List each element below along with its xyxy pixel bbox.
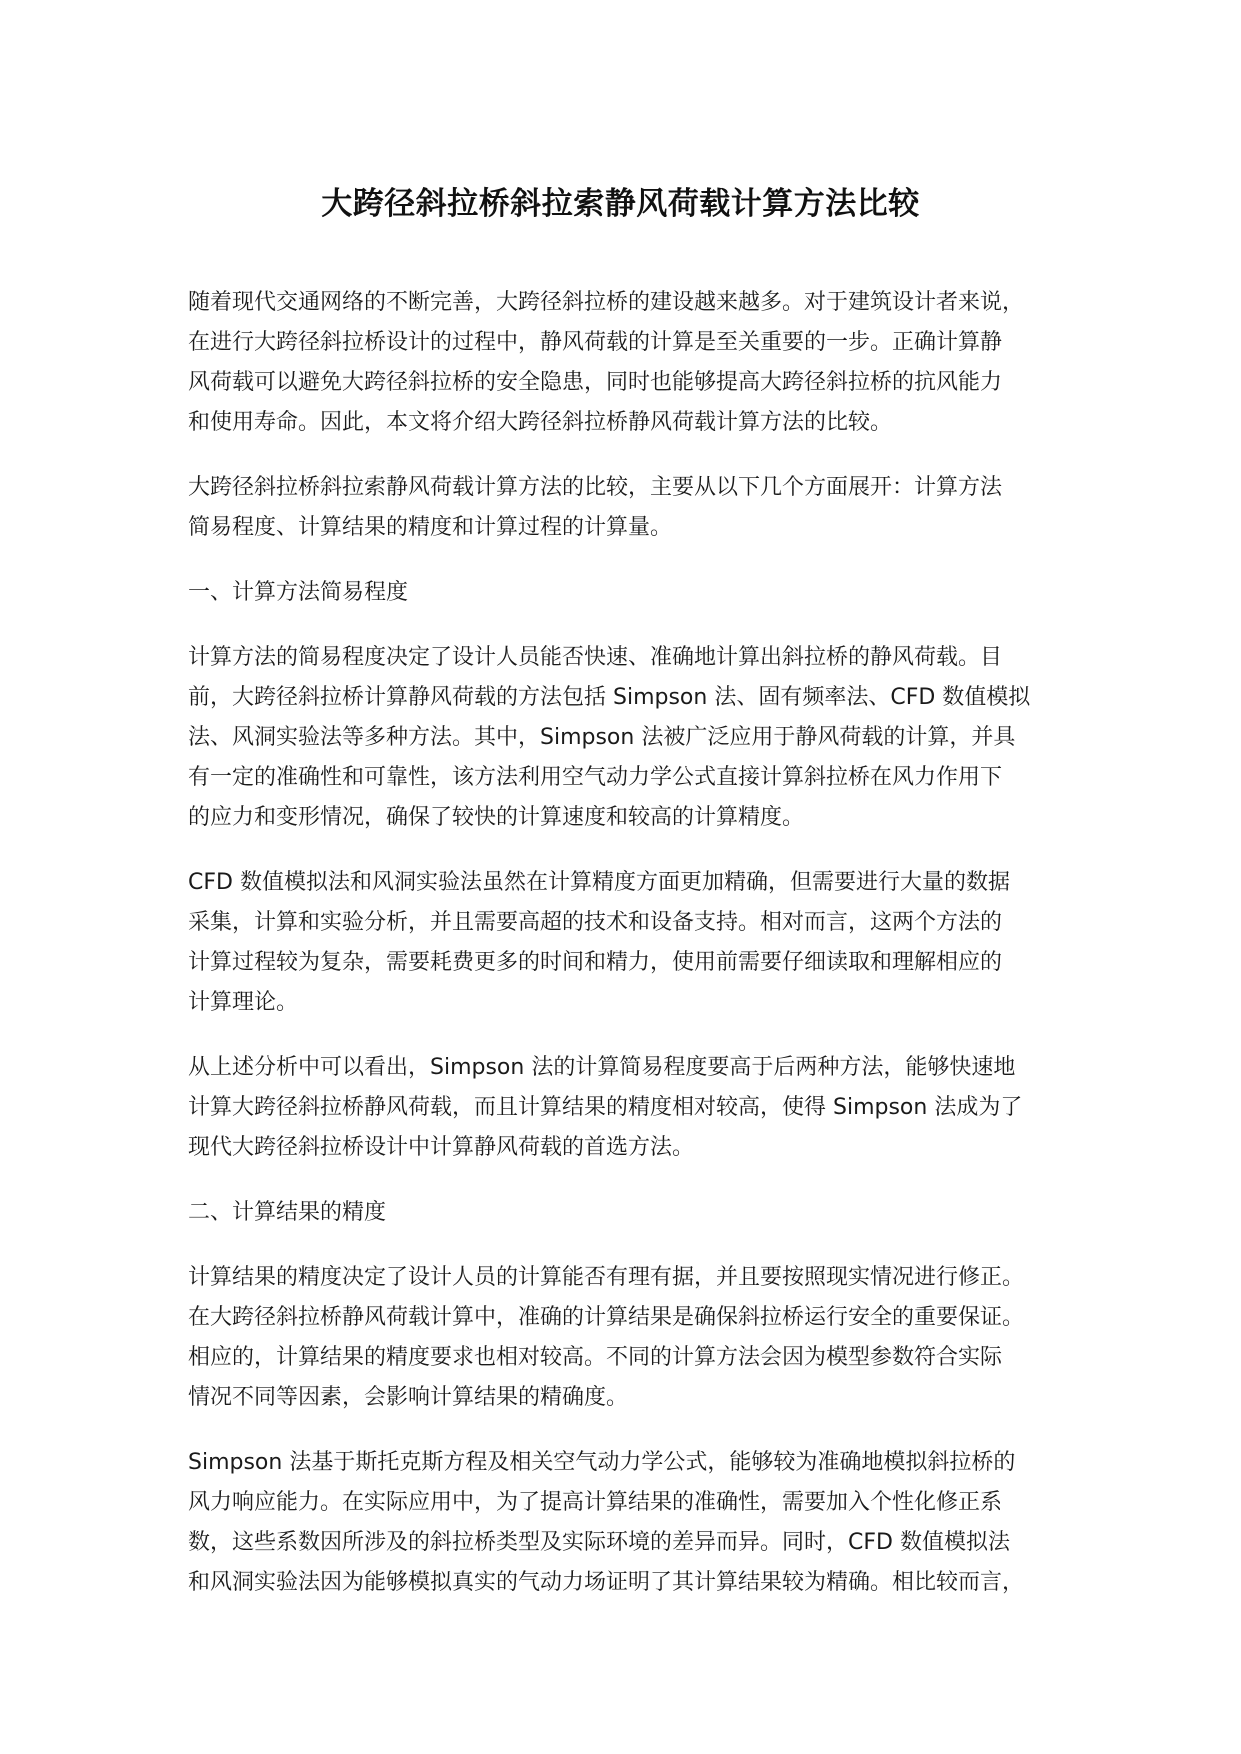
paragraph bbox=[188, 638, 1088, 838]
text-line: 有一定的准确性和可靠性，该方法利用空气动力学公式直接计算斜拉桥在风力作用下 bbox=[188, 765, 1003, 790]
text-line: 的应力和变形情况，确保了较快的计算速度和较高的计算精度。 bbox=[188, 805, 805, 830]
text-line: 简易程度、计算结果的精度和计算过程的计算量。 bbox=[188, 515, 673, 540]
text-line: 计算过程较为复杂，需要耗费更多的时间和精力，使用前需要仔细读取和理解相应的 bbox=[188, 950, 1003, 975]
text-line: 在大跨径斜拉桥静风荷载计算中，准确的计算结果是确保斜拉桥运行安全的重要保证。 bbox=[188, 1305, 1025, 1330]
text-line: 情况不同等因素，会影响计算结果的精确度。 bbox=[188, 1385, 629, 1410]
text-line: 法、风洞实验法等多种方法。其中，Simpson 法被广泛应用于静风荷载的计算，并具 bbox=[188, 725, 1016, 750]
text-line: 一、计算方法简易程度 bbox=[188, 580, 409, 605]
text-line: 计算理论。 bbox=[188, 990, 299, 1015]
text-line: 风力响应能力。在实际应用中，为了提高计算结果的准确性，需要加入个性化修正系 bbox=[188, 1490, 1003, 1515]
text-line: 现代大跨径斜拉桥设计中计算静风荷载的首选方法。 bbox=[188, 1135, 695, 1160]
document-title: 大跨径斜拉桥斜拉索静风荷载计算方法比较 bbox=[321, 186, 920, 222]
paragraph bbox=[188, 468, 1088, 548]
text-line: 大跨径斜拉桥斜拉索静风荷载计算方法的比较，主要从以下几个方面展开：计算方法 bbox=[188, 475, 1003, 500]
text-line: 计算结果的精度决定了设计人员的计算能否有理有据，并且要按照现实情况进行修正。 bbox=[188, 1265, 1025, 1290]
paragraph bbox=[188, 863, 1088, 1023]
text-line: 采集，计算和实验分析，并且需要高超的技术和设备支持。相对而言，这两个方法的 bbox=[188, 910, 1003, 935]
text-line: 二、计算结果的精度 bbox=[188, 1200, 387, 1225]
text-line: 在进行大跨径斜拉桥设计的过程中，静风荷载的计算是至关重要的一步。正确计算静 bbox=[188, 330, 1003, 355]
section-heading bbox=[188, 1193, 1088, 1233]
document-body bbox=[188, 283, 1088, 1628]
text-line: CFD 数值模拟法和风洞实验法虽然在计算精度方面更加精确，但需要进行大量的数据 bbox=[188, 870, 1010, 895]
text-line: 随着现代交通网络的不断完善，大跨径斜拉桥的建设越来越多。对于建筑设计者来说， bbox=[188, 290, 1025, 315]
text-line: 相应的，计算结果的精度要求也相对较高。不同的计算方法会因为模型参数符合实际 bbox=[188, 1345, 1003, 1370]
paragraph bbox=[188, 1443, 1088, 1603]
paragraph bbox=[188, 283, 1088, 443]
text-line: 数，这些系数因所涉及的斜拉桥类型及实际环境的差异而异。同时，CFD 数值模拟法 bbox=[188, 1530, 1010, 1555]
text-line: 前，大跨径斜拉桥计算静风荷载的方法包括 Simpson 法、固有频率法、CFD 数值模拟 bbox=[188, 685, 1031, 710]
text-line: 风荷载可以避免大跨径斜拉桥的安全隐患，同时也能够提高大跨径斜拉桥的抗风能力 bbox=[188, 370, 1003, 395]
paragraph bbox=[188, 1258, 1088, 1418]
paragraph bbox=[188, 1048, 1088, 1168]
section-heading bbox=[188, 573, 1088, 613]
text-line: 和使用寿命。因此，本文将介绍大跨径斜拉桥静风荷载计算方法的比较。 bbox=[188, 410, 893, 435]
text-line: 计算方法的简易程度决定了设计人员能否快速、准确地计算出斜拉桥的静风荷载。目 bbox=[188, 645, 1003, 670]
text-line: Simpson 法基于斯托克斯方程及相关空气动力学公式，能够较为准确地模拟斜拉桥的 bbox=[188, 1450, 1016, 1475]
text-line: 和风洞实验法因为能够模拟真实的气动力场证明了其计算结果较为精确。相比较而言， bbox=[188, 1570, 1025, 1595]
text-line: 从上述分析中可以看出，Simpson 法的计算简易程度要高于后两种方法，能够快速地 bbox=[188, 1055, 1016, 1080]
text-line: 计算大跨径斜拉桥静风荷载，而且计算结果的精度相对较高，使得 Simpson 法成为了 bbox=[188, 1095, 1023, 1120]
